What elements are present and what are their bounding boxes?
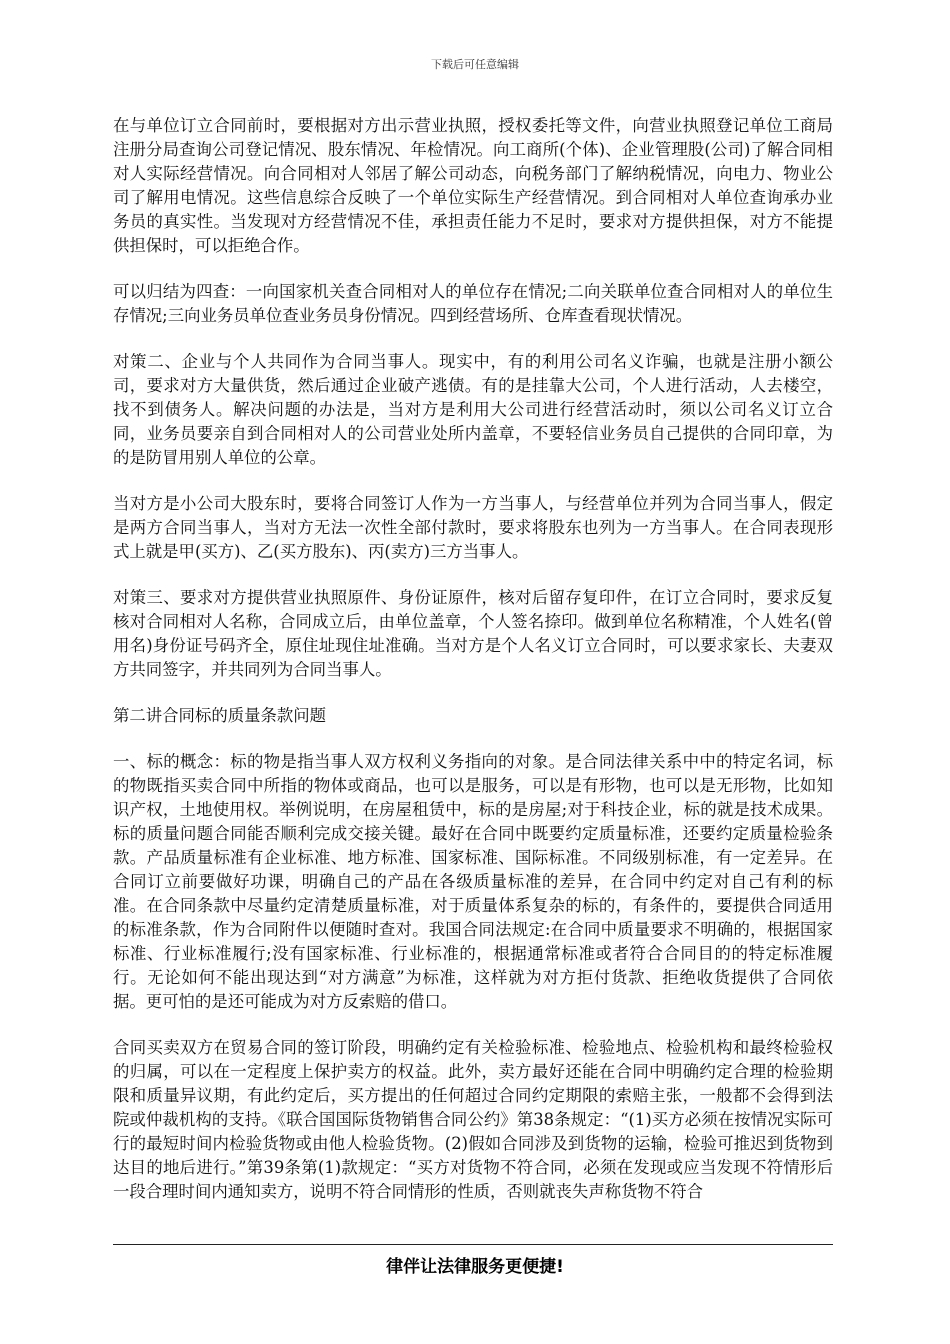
document-body — [113, 114, 833, 1226]
paragraph-strategy-three: 对策三、要求对方提供营业执照原件、身份证原件，核对后留存复印件，在订立合同时，要求反复核对合同相对人名称，合同成立后，由单位盖章，个人签名捺印。做到单位名称精准，个人姓名(曾用名)身份证号码齐全，原住址现住址准确。当对方是个人名义订立合同时，可以要求家长、夫妻双方共同签字，并共同列为合同当事人。 — [113, 588, 833, 679]
paragraph-four-checks: 可以归结为四查：一向国家机关查合同相对人的单位存在情况;二向关联单位查合同相对人的单位生存情况;三向业务员单位查业务员身份情况。四到经营场所、仓库查看现状情况。 — [113, 282, 833, 325]
footer-divider — [113, 1244, 833, 1245]
paragraph-strategy-two: 对策二、企业与个人共同作为合同当事人。现实中，有的利用公司名义诈骗，也就是注册小额公司，要求对方大量供货，然后通过企业破产逃债。有的是挂靠大公司，个人进行活动，人去楼空，找不到债务人。解决问题的办法是，当对方是利用大公司进行经营活动时，须以公司名义订立合同，业务员要亲自到合同相对人的公司营业处所内盖章，不要轻信业务员自己提供的合同印章，为的是防冒用别人单位的公章。 — [113, 352, 833, 467]
paragraph-subject-concept: 一、标的概念：标的物是指当事人双方权利义务指向的对象。是合同法律关系中中的特定名词，标的物既指买卖合同中所指的物体或商品，也可以是服务，可以是有形物，也可以是无形物，比如知识产权，土地使用权。举例说明，在房屋租赁中，标的是房屋;对于科技企业，标的就是技术成果。标的质量问题合同能否顺利完成交接关键。最好在合同中既要约定质量标准，还要约定质量检验条款。产品质量标准有企业标准、地方标准、国家标准、国际标准。不同级别标准，有一定差异。在合同订立前要做好功课，明确自己的产品在各级质量标准的差异，在合同中约定对自己有利的标准。在合同条款中尽量约定清楚质量标准，对于质量体系复杂的标的，有条件的，要提供合同适用的标准条款，作为合同附件以便随时查对。我国合同法规定:在合同中质量要求不明确的，根据国家标准、行业标准履行;没有国家标准、行业标准的，根据通常标准或者符合合同目的的特定标准履行。无论如何不能出现达到“对方满意”为标准，这样就为对方拒付货款、拒绝收货提供了合同依据。更可怕的是还可能成为对方反索赔的借口。 — [113, 752, 833, 1011]
page-header: 下载后可任意编辑 — [431, 58, 519, 71]
section-heading-quality-terms: 第二讲合同标的质量条款问题 — [113, 706, 327, 725]
paragraph-inspection-terms: 合同买卖双方在贸易合同的签订阶段，明确约定有关检验标准、检验地点、检验机构和最终检验权的归属，可以在一定程度上保护卖方的权益。此外，卖方最好还能在合同中明确约定合理的检验期限和质量异议期，有此约定后，买方提出的任何超过合同约定期限的索赔主张，一般都不会得到法院或仲裁机构的支持。《联合国国际货物销售合同公约》第38条规定：“(1)买方必须在按情况实际可行的最短时间内检验货物或由他人检验货物。(2)假如合同涉及到货物的运输，检验可推迟到货物到达目的地后进行。”第39条第(1)款规定：“买方对货物不符合同，必须在发现或应当发现不符情形后一段合理时间内通知卖方，说明不符合同情形的性质，否则就丧失声称货物不符合 — [113, 1038, 833, 1201]
paragraph-shareholder-party: 当对方是小公司大股东时，要将合同签订人作为一方当事人，与经营单位并列为合同当事人，假定是两方合同当事人，当对方无法一次性全部付款时，要求将股东也列为一方当事人。在合同表现形式上就是甲(买方)、乙(买方股东)、丙(卖方)三方当事人。 — [113, 494, 833, 561]
page-footer: 律伴让法律服务更便捷! — [386, 1257, 564, 1277]
paragraph-contract-verification: 在与单位订立合同前时，要根据对方出示营业执照，授权委托等文件，向营业执照登记单位工商局注册分局查询公司登记情况、股东情况、年检情况。向工商所(个体)、企业管理股(公司)了解合同相对人实际经营情况。向合同相对人邻居了解公司动态，向税务部门了解纳税情况，向电力、物业公司了解用电情况。这些信息综合反映了一个单位实际生产经营情况。到合同相对人单位查询承办业务员的真实性。当发现对方经营情况不佳，承担责任能力不足时，要求对方提供担保，对方不能提供担保时，可以拒绝合作。 — [113, 116, 833, 255]
